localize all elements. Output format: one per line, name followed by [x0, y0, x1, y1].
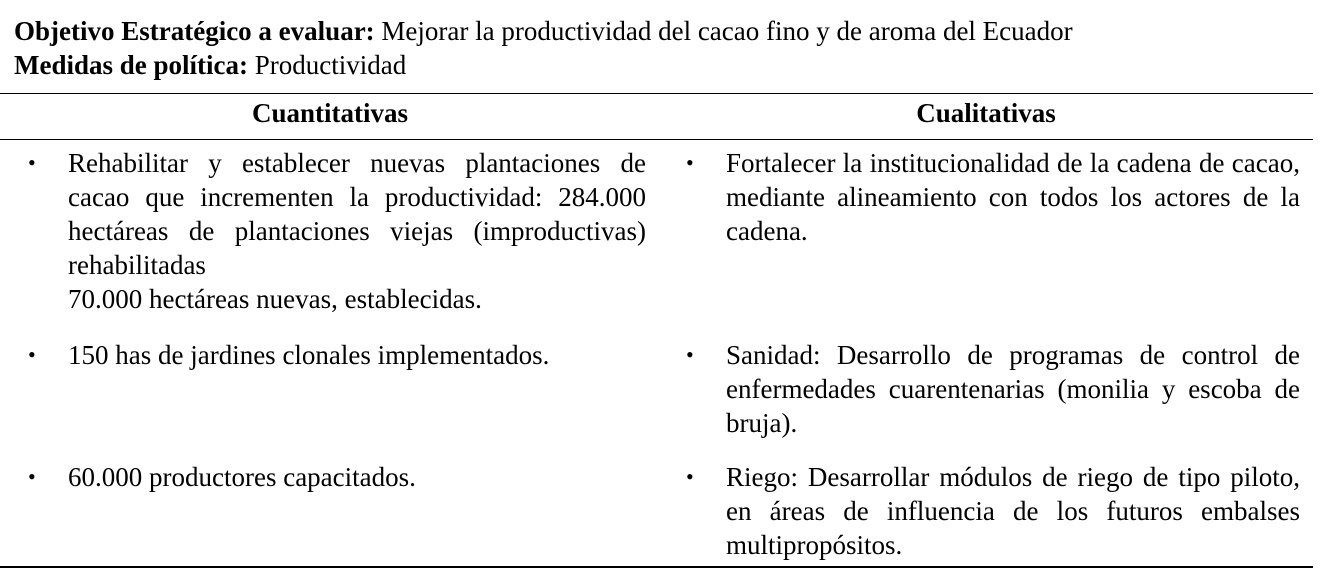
column-header-quantitative: Cuantitativas	[251, 98, 408, 128]
table-header	[14, 14, 1073, 82]
objective-text: Mejorar la productividad del cacao fino y de aroma del Ecuador	[374, 16, 1073, 46]
qualitative-item-3: Riego: Desarrollar módulos de riego de tipo piloto, en áreas de influencia de los futuros embalses multipropósitos.	[726, 462, 1300, 560]
measures-label: Medidas de política:	[14, 50, 248, 80]
list-item-text: Rehabilitar y establecer nuevas plantaciones de cacao que incrementen la productividad: 284.000 hectáreas de plantaciones viejas (improductivas) rehabilitadas	[68, 148, 646, 280]
quantitative-item-3: 60.000 productores capacitados.	[68, 462, 416, 492]
bottom-divider	[0, 566, 1313, 568]
top-divider	[0, 93, 1313, 94]
bullet-icon: •	[686, 342, 694, 367]
bullet-icon: •	[686, 150, 694, 175]
qualitative-item-2: Sanidad: Desarrollo de programas de control de enfermedades cuarentenarias (monilia y escoba de bruja).	[726, 340, 1300, 438]
quantitative-item-2: 150 has de jardines clonales implementados.	[68, 340, 550, 370]
quantitative-item-1-continued: 70.000 hectáreas nuevas, establecidas.	[68, 284, 482, 314]
header-divider	[0, 139, 1313, 140]
bullet-icon: •	[28, 342, 36, 367]
objective-label: Objetivo Estratégico a evaluar:	[14, 16, 375, 46]
objective-line	[14, 14, 1073, 48]
quantitative-item-1	[68, 146, 646, 282]
measures-line	[14, 48, 1073, 82]
qualitative-item-1: Fortalecer la institucionalidad de la cadena de cacao, mediante alineamiento con todos los actores de la cadena.	[726, 148, 1300, 246]
bullet-icon: •	[686, 464, 694, 489]
measures-text: Productividad	[248, 50, 407, 80]
column-header-qualitative: Cualitativas	[916, 98, 1056, 128]
bullet-icon: •	[28, 150, 36, 175]
bullet-icon: •	[28, 464, 36, 489]
